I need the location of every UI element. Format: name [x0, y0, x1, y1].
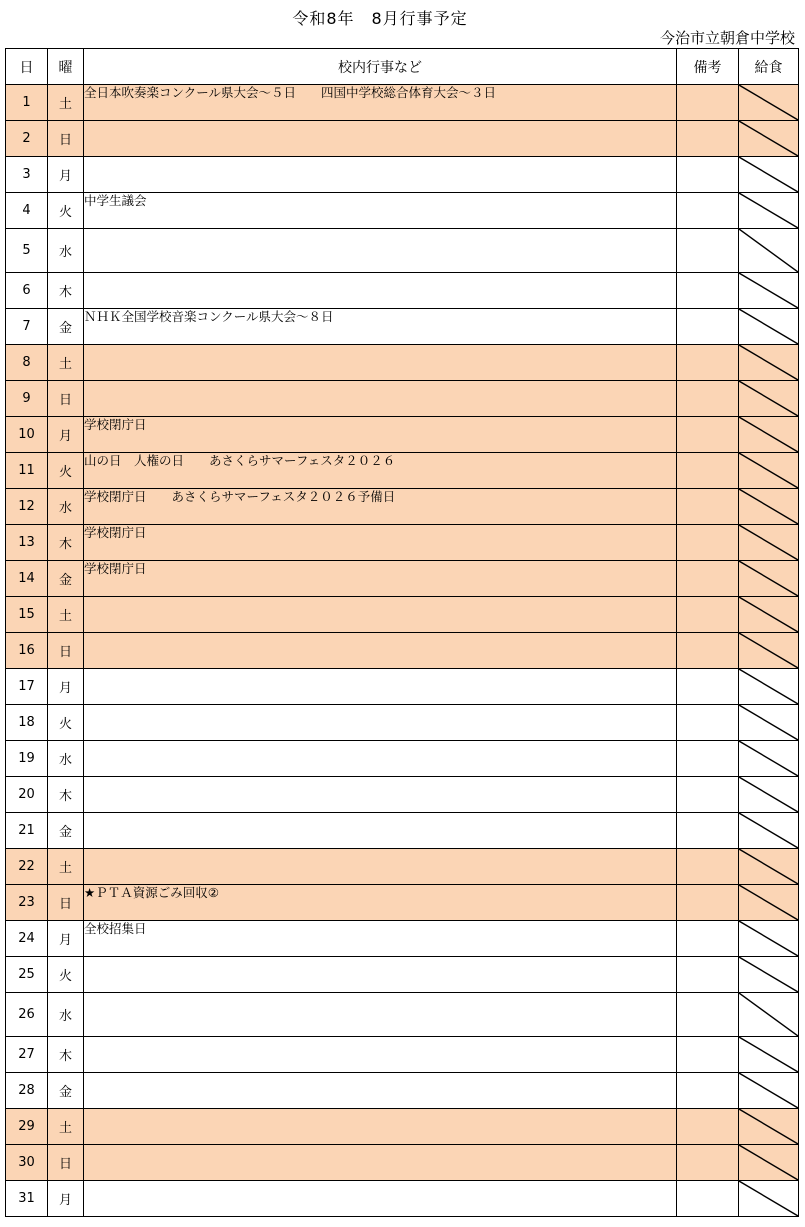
- lunch-cell: [739, 597, 799, 633]
- header-day: 日: [6, 49, 48, 85]
- day-number: 21: [6, 813, 48, 849]
- table-row: [6, 85, 799, 121]
- day-of-week: 土: [48, 849, 84, 885]
- header-dow: 曜: [48, 49, 84, 85]
- day-number: 25: [6, 957, 48, 993]
- lunch-cell: [739, 633, 799, 669]
- day-of-week: 土: [48, 345, 84, 381]
- lunch-cell: [739, 309, 799, 345]
- no-lunch-diagonal-icon: [739, 273, 798, 308]
- day-of-week: 水: [48, 993, 84, 1037]
- lunch-cell: [739, 993, 799, 1037]
- day-number: 13: [6, 525, 48, 561]
- no-lunch-diagonal-icon: [739, 777, 798, 812]
- lunch-cell: [739, 121, 799, 157]
- event-cell: 学校閉庁日: [84, 561, 677, 597]
- no-lunch-diagonal-icon: [739, 669, 798, 704]
- lunch-cell: [739, 229, 799, 273]
- note-cell: [677, 193, 739, 229]
- day-of-week: 水: [48, 489, 84, 525]
- lunch-cell: [739, 417, 799, 453]
- no-lunch-diagonal-icon: [739, 633, 798, 668]
- day-of-week: 火: [48, 957, 84, 993]
- event-cell: 中学生議会: [84, 193, 677, 229]
- event-cell: [84, 273, 677, 309]
- table-row: [6, 381, 799, 417]
- day-number: 16: [6, 633, 48, 669]
- table-row: [6, 597, 799, 633]
- lunch-cell: [739, 453, 799, 489]
- lunch-cell: [739, 525, 799, 561]
- page-title: 令和8年 8月行事予定: [292, 9, 468, 28]
- lunch-cell: [739, 813, 799, 849]
- event-cell: [84, 669, 677, 705]
- note-cell: [677, 489, 739, 525]
- day-of-week: 日: [48, 633, 84, 669]
- day-number: 20: [6, 777, 48, 813]
- lunch-cell: [739, 489, 799, 525]
- no-lunch-diagonal-icon: [739, 993, 798, 1036]
- no-lunch-diagonal-icon: [739, 1145, 798, 1180]
- event-cell: [84, 381, 677, 417]
- day-number: 14: [6, 561, 48, 597]
- day-of-week: 水: [48, 741, 84, 777]
- note-cell: [677, 957, 739, 993]
- no-lunch-diagonal-icon: [739, 525, 798, 560]
- no-lunch-diagonal-icon: [739, 1037, 798, 1072]
- event-cell: [84, 849, 677, 885]
- lunch-cell: [739, 669, 799, 705]
- no-lunch-diagonal-icon: [739, 381, 798, 416]
- day-number: 22: [6, 849, 48, 885]
- event-cell: [84, 777, 677, 813]
- event-cell: [84, 345, 677, 381]
- day-of-week: 火: [48, 705, 84, 741]
- note-cell: [677, 597, 739, 633]
- no-lunch-diagonal-icon: [739, 193, 798, 228]
- day-of-week: 火: [48, 453, 84, 489]
- lunch-cell: [739, 345, 799, 381]
- day-number: 18: [6, 705, 48, 741]
- table-row: [6, 921, 799, 957]
- note-cell: [677, 1145, 739, 1181]
- no-lunch-diagonal-icon: [739, 85, 798, 120]
- no-lunch-diagonal-icon: [739, 157, 798, 192]
- day-number: 27: [6, 1037, 48, 1073]
- day-number: 31: [6, 1181, 48, 1217]
- table-row: [6, 669, 799, 705]
- day-number: 24: [6, 921, 48, 957]
- table-row: [6, 957, 799, 993]
- day-of-week: 日: [48, 121, 84, 157]
- event-cell: [84, 121, 677, 157]
- day-number: 5: [6, 229, 48, 273]
- event-cell: [84, 229, 677, 273]
- note-cell: [677, 705, 739, 741]
- event-cell: 全校招集日: [84, 921, 677, 957]
- table-row: [6, 229, 799, 273]
- event-cell: 学校閉庁日 あさくらサマーフェスタ２０２６予備日: [84, 489, 677, 525]
- school-name: 今治市立朝倉中学校: [659, 29, 795, 47]
- day-number: 30: [6, 1145, 48, 1181]
- header-notes: 備考: [677, 49, 739, 85]
- note-cell: [677, 345, 739, 381]
- day-number: 15: [6, 597, 48, 633]
- event-cell: [84, 1145, 677, 1181]
- lunch-cell: [739, 885, 799, 921]
- day-number: 2: [6, 121, 48, 157]
- day-of-week: 水: [48, 229, 84, 273]
- table-row: [6, 1109, 799, 1145]
- day-number: 28: [6, 1073, 48, 1109]
- day-number: 3: [6, 157, 48, 193]
- lunch-cell: [739, 1073, 799, 1109]
- lunch-cell: [739, 157, 799, 193]
- day-of-week: 木: [48, 1037, 84, 1073]
- day-of-week: 火: [48, 193, 84, 229]
- table-row: [6, 417, 799, 453]
- no-lunch-diagonal-icon: [739, 121, 798, 156]
- no-lunch-diagonal-icon: [739, 597, 798, 632]
- day-number: 4: [6, 193, 48, 229]
- lunch-cell: [739, 1145, 799, 1181]
- no-lunch-diagonal-icon: [739, 813, 798, 848]
- no-lunch-diagonal-icon: [739, 849, 798, 884]
- event-cell: [84, 1073, 677, 1109]
- no-lunch-diagonal-icon: [739, 489, 798, 524]
- event-cell: [84, 157, 677, 193]
- day-number: 19: [6, 741, 48, 777]
- event-cell: 学校閉庁日: [84, 525, 677, 561]
- table-row: [6, 633, 799, 669]
- note-cell: [677, 85, 739, 121]
- event-cell: [84, 705, 677, 741]
- event-cell: [84, 1109, 677, 1145]
- no-lunch-diagonal-icon: [739, 1181, 798, 1216]
- header-lunch: 給食: [739, 49, 799, 85]
- note-cell: [677, 309, 739, 345]
- table-row: [6, 849, 799, 885]
- lunch-cell: [739, 381, 799, 417]
- day-of-week: 月: [48, 669, 84, 705]
- day-of-week: 金: [48, 309, 84, 345]
- day-number: 8: [6, 345, 48, 381]
- day-number: 12: [6, 489, 48, 525]
- note-cell: [677, 921, 739, 957]
- table-row: [6, 345, 799, 381]
- note-cell: [677, 1109, 739, 1145]
- day-of-week: 木: [48, 525, 84, 561]
- table-row: [6, 489, 799, 525]
- no-lunch-diagonal-icon: [739, 1073, 798, 1108]
- event-cell: ＮＨＫ全国学校音楽コンクール県大会～８日: [84, 309, 677, 345]
- no-lunch-diagonal-icon: [739, 1109, 798, 1144]
- schedule-table: [5, 48, 799, 1217]
- no-lunch-diagonal-icon: [739, 705, 798, 740]
- day-of-week: 土: [48, 1109, 84, 1145]
- table-row: [6, 885, 799, 921]
- lunch-cell: [739, 705, 799, 741]
- day-of-week: 土: [48, 85, 84, 121]
- header-row: [6, 49, 799, 85]
- event-cell: [84, 993, 677, 1037]
- table-row: [6, 273, 799, 309]
- day-of-week: 金: [48, 561, 84, 597]
- table-row: [6, 1145, 799, 1181]
- day-number: 26: [6, 993, 48, 1037]
- day-number: 23: [6, 885, 48, 921]
- event-cell: 全日本吹奏楽コンクール県大会～５日 四国中学校総合体育大会～３日: [84, 85, 677, 121]
- event-cell: ★ＰＴＡ資源ごみ回収②: [84, 885, 677, 921]
- table-row: [6, 1037, 799, 1073]
- lunch-cell: [739, 85, 799, 121]
- table-row: [6, 121, 799, 157]
- lunch-cell: [739, 561, 799, 597]
- note-cell: [677, 229, 739, 273]
- event-cell: [84, 813, 677, 849]
- lunch-cell: [739, 741, 799, 777]
- note-cell: [677, 1181, 739, 1217]
- table-row: [6, 741, 799, 777]
- day-of-week: 日: [48, 885, 84, 921]
- day-number: 1: [6, 85, 48, 121]
- table-row: [6, 525, 799, 561]
- event-cell: 山の日 人権の日 あさくらサマーフェスタ２０２６: [84, 453, 677, 489]
- event-cell: [84, 597, 677, 633]
- day-number: 6: [6, 273, 48, 309]
- day-number: 11: [6, 453, 48, 489]
- note-cell: [677, 777, 739, 813]
- table-row: [6, 1181, 799, 1217]
- lunch-cell: [739, 273, 799, 309]
- day-of-week: 木: [48, 273, 84, 309]
- header-events: 校内行事など: [84, 49, 677, 85]
- note-cell: [677, 417, 739, 453]
- lunch-cell: [739, 921, 799, 957]
- day-number: 29: [6, 1109, 48, 1145]
- note-cell: [677, 121, 739, 157]
- table-row: [6, 705, 799, 741]
- day-number: 17: [6, 669, 48, 705]
- event-cell: [84, 957, 677, 993]
- note-cell: [677, 381, 739, 417]
- no-lunch-diagonal-icon: [739, 309, 798, 344]
- note-cell: [677, 741, 739, 777]
- day-of-week: 日: [48, 1145, 84, 1181]
- table-row: [6, 453, 799, 489]
- note-cell: [677, 849, 739, 885]
- note-cell: [677, 1037, 739, 1073]
- day-of-week: 月: [48, 417, 84, 453]
- day-of-week: 月: [48, 157, 84, 193]
- no-lunch-diagonal-icon: [739, 417, 798, 452]
- event-cell: [84, 633, 677, 669]
- note-cell: [677, 885, 739, 921]
- no-lunch-diagonal-icon: [739, 957, 798, 992]
- day-number: 7: [6, 309, 48, 345]
- event-cell: [84, 741, 677, 777]
- note-cell: [677, 157, 739, 193]
- note-cell: [677, 453, 739, 489]
- table-row: [6, 777, 799, 813]
- note-cell: [677, 813, 739, 849]
- no-lunch-diagonal-icon: [739, 453, 798, 488]
- no-lunch-diagonal-icon: [739, 229, 798, 272]
- table-row: [6, 157, 799, 193]
- day-of-week: 金: [48, 813, 84, 849]
- day-of-week: 月: [48, 1181, 84, 1217]
- no-lunch-diagonal-icon: [739, 561, 798, 596]
- table-row: [6, 813, 799, 849]
- day-of-week: 木: [48, 777, 84, 813]
- lunch-cell: [739, 1181, 799, 1217]
- no-lunch-diagonal-icon: [739, 885, 798, 920]
- note-cell: [677, 525, 739, 561]
- day-of-week: 日: [48, 381, 84, 417]
- table-row: [6, 309, 799, 345]
- lunch-cell: [739, 1037, 799, 1073]
- no-lunch-diagonal-icon: [739, 741, 798, 776]
- table-row: [6, 561, 799, 597]
- lunch-cell: [739, 193, 799, 229]
- table-row: [6, 193, 799, 229]
- table-row: [6, 1073, 799, 1109]
- lunch-cell: [739, 777, 799, 813]
- lunch-cell: [739, 1109, 799, 1145]
- note-cell: [677, 273, 739, 309]
- lunch-cell: [739, 957, 799, 993]
- event-cell: 学校閉庁日: [84, 417, 677, 453]
- note-cell: [677, 561, 739, 597]
- event-cell: [84, 1181, 677, 1217]
- event-cell: [84, 1037, 677, 1073]
- note-cell: [677, 1073, 739, 1109]
- no-lunch-diagonal-icon: [739, 345, 798, 380]
- note-cell: [677, 669, 739, 705]
- lunch-cell: [739, 849, 799, 885]
- day-of-week: 土: [48, 597, 84, 633]
- table-row: [6, 993, 799, 1037]
- day-of-week: 金: [48, 1073, 84, 1109]
- day-number: 9: [6, 381, 48, 417]
- note-cell: [677, 993, 739, 1037]
- day-of-week: 月: [48, 921, 84, 957]
- no-lunch-diagonal-icon: [739, 921, 798, 956]
- schedule-body: [6, 85, 799, 1217]
- note-cell: [677, 633, 739, 669]
- day-number: 10: [6, 417, 48, 453]
